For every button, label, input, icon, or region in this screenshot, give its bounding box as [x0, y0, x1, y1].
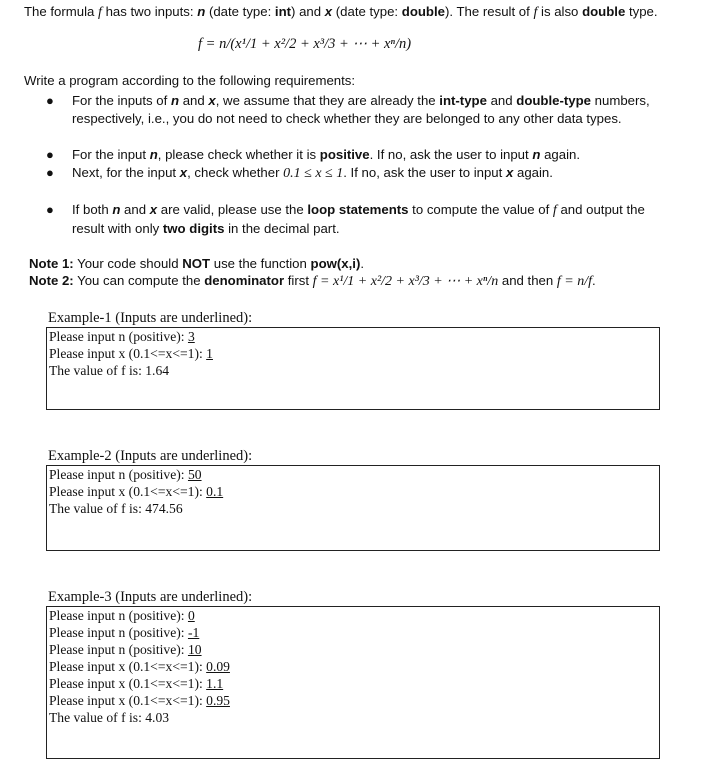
- req-text: Next, for the input: [72, 165, 180, 180]
- line-prompt: Please input x (0.1<=x<=1):: [49, 484, 207, 499]
- req-n: n: [149, 147, 158, 162]
- line-prompt: Please input n (positive):: [49, 329, 188, 344]
- line-prompt: Please input x (0.1<=x<=1):: [49, 659, 207, 674]
- intro-f2: f: [533, 5, 538, 20]
- example-2-box: [46, 465, 660, 551]
- line-input: 50: [187, 467, 202, 482]
- intro-double: double: [401, 4, 445, 19]
- note-text: .: [592, 273, 596, 288]
- req-text: . If no, ask the user to input: [369, 147, 533, 162]
- example-line: [49, 607, 657, 624]
- intro-double2: double: [582, 4, 626, 19]
- example-line: [49, 658, 657, 675]
- req-text: . If no, ask the user to input: [343, 165, 506, 180]
- bullet-icon: ●: [46, 165, 54, 180]
- intro-text: is also: [537, 4, 583, 19]
- intro-x: x: [324, 4, 333, 19]
- intro-text: (date type:: [332, 4, 402, 19]
- req-text: in the decimal part.: [224, 221, 340, 236]
- line-prompt: Please input n (positive):: [49, 625, 188, 640]
- req-x: x: [505, 165, 514, 180]
- intro-f: f: [98, 5, 102, 20]
- req-double-type: double-type: [516, 93, 591, 108]
- example-line: [49, 483, 657, 500]
- example-line: [49, 345, 657, 362]
- line-prompt: Please input x (0.1<=x<=1):: [49, 346, 207, 361]
- intro-text: type.: [625, 4, 658, 19]
- line-input: 1.1: [206, 676, 224, 691]
- req-text: numbers, respectively, i.e., you do not need to check whether they are belonged to any other data types.: [72, 93, 650, 126]
- line-prompt: The value of f is: 4.03: [49, 710, 170, 725]
- line-input: 0.09: [206, 659, 230, 674]
- intro-paragraph: [24, 3, 658, 22]
- line-prompt: Please input x (0.1<=x<=1):: [49, 676, 207, 691]
- req-text: to compute the value of: [408, 202, 553, 217]
- example-2-title: Example-2 (Inputs are underlined):: [48, 448, 253, 464]
- example-line: [49, 709, 657, 726]
- req-text: , check whether: [187, 165, 284, 180]
- line-prompt: The value of f is: 1.64: [49, 363, 170, 378]
- req-condition: 0.1 ≤ x ≤ 1: [283, 166, 344, 181]
- req-loop: loop statements: [307, 202, 409, 217]
- main-formula: f = n/(x¹/1 + x²/2 + x³/3 + ⋯ + xⁿ/n): [198, 36, 412, 52]
- line-prompt: Please input n (positive):: [49, 608, 188, 623]
- note-not: NOT: [182, 256, 211, 271]
- line-prompt: Please input x (0.1<=x<=1):: [49, 693, 207, 708]
- line-prompt: Please input n (positive):: [49, 467, 188, 482]
- req-text: and: [486, 93, 517, 108]
- req-text: are valid, please use the: [157, 202, 308, 217]
- req-n: n: [112, 202, 121, 217]
- line-prompt: Please input n (positive):: [49, 642, 188, 657]
- intro-text: ). The result of: [445, 4, 534, 19]
- intro-text: ) and: [291, 4, 325, 19]
- req-text: For the inputs of: [72, 93, 171, 108]
- req-positive: positive: [319, 147, 370, 162]
- req-two-digits: two digits: [162, 221, 225, 236]
- note-label: Note 2:: [29, 273, 74, 288]
- example-line: [49, 500, 657, 517]
- line-input: 0: [187, 608, 195, 623]
- bullet-icon: ●: [46, 147, 54, 162]
- req-text: again.: [513, 165, 553, 180]
- example-line: [49, 692, 657, 709]
- note-text: .: [360, 256, 365, 271]
- note-label: Note 1:: [29, 256, 74, 271]
- line-input: 0.1: [206, 484, 224, 499]
- bullet-icon: ●: [46, 93, 54, 108]
- example-line: [49, 624, 657, 641]
- req-text: and output the result with only: [72, 202, 645, 236]
- req-f: f: [552, 203, 557, 218]
- note-1: [29, 255, 364, 273]
- example-1-box: [46, 327, 660, 410]
- req-int-type: int-type: [439, 93, 487, 108]
- req-x: x: [179, 165, 188, 180]
- req-text: and: [179, 93, 209, 108]
- req-text: again.: [540, 147, 581, 162]
- example-line: [49, 362, 657, 379]
- line-input: -1: [187, 625, 200, 640]
- bullet-icon: ●: [46, 202, 54, 217]
- line-input: 1: [206, 346, 213, 361]
- req-x: x: [149, 202, 158, 217]
- note-math: f = x¹/1 + x²/2 + x³/3 + ⋯ + xⁿ/n: [312, 274, 499, 289]
- req-x: x: [208, 93, 216, 108]
- example-line: [49, 466, 657, 483]
- intro-text: (date type:: [205, 4, 275, 19]
- write-prompt: Write a program according to the following requirements:: [24, 73, 356, 88]
- note-pow: pow(x,i): [310, 256, 361, 271]
- note-text: first: [284, 273, 313, 288]
- example-line: [49, 675, 657, 692]
- intro-int: int: [274, 4, 292, 19]
- note-text: and then: [498, 273, 557, 288]
- example-3-title: Example-3 (Inputs are underlined):: [48, 589, 253, 605]
- note-text: You can compute the: [73, 273, 205, 288]
- req-text: , please check whether it is: [157, 147, 320, 162]
- note-denominator: denominator: [204, 273, 285, 288]
- line-prompt: The value of f is: 474.56: [49, 501, 183, 516]
- note-text: use the function: [210, 256, 311, 271]
- req-n: n: [532, 147, 541, 162]
- req-text: and: [120, 202, 150, 217]
- note-text: Your code should: [73, 256, 183, 271]
- example-1-title: Example-1 (Inputs are underlined):: [48, 310, 253, 326]
- req-text: , we assume that they are already the: [215, 93, 440, 108]
- note-2: [29, 272, 596, 291]
- req-n: n: [170, 93, 180, 108]
- line-input: 3: [187, 329, 195, 344]
- req-text: For the input: [72, 147, 150, 162]
- example-line: [49, 641, 657, 658]
- line-input: 0.95: [206, 693, 230, 708]
- line-input: 10: [187, 642, 202, 657]
- example-line: [49, 328, 657, 345]
- example-3-box: [46, 606, 660, 759]
- intro-text: has two inputs:: [101, 4, 198, 19]
- note-math: f = n/f: [556, 274, 592, 289]
- req-text: If both: [72, 202, 113, 217]
- intro-text: The formula: [24, 4, 99, 19]
- intro-n: n: [197, 4, 206, 19]
